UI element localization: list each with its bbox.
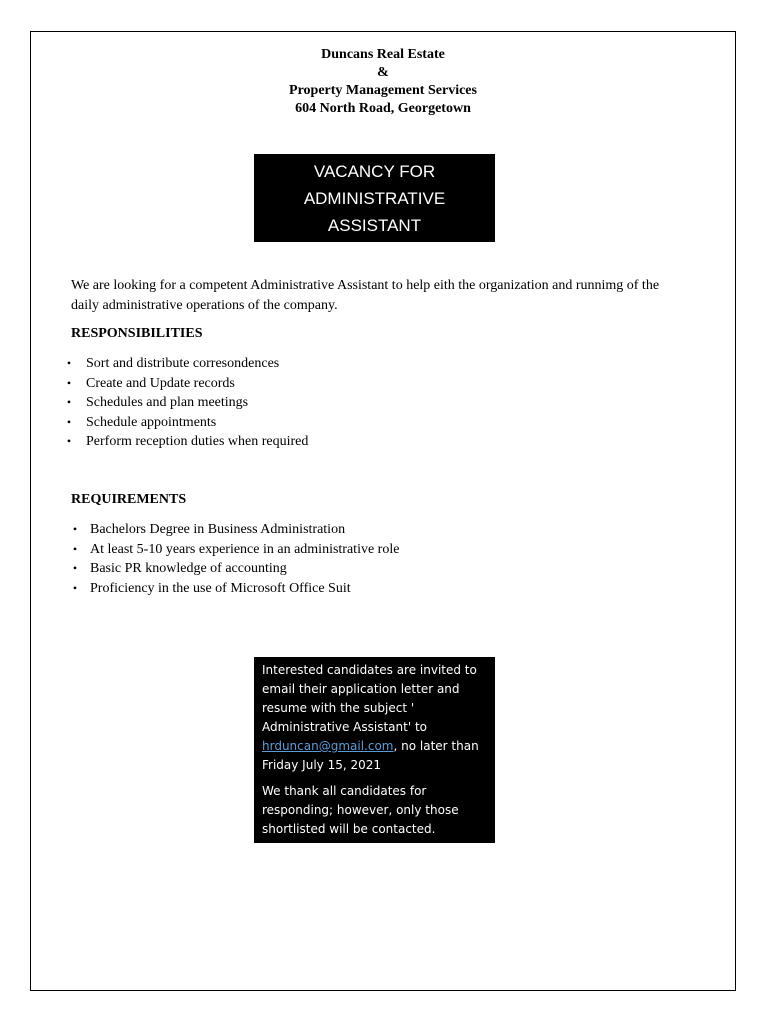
- email-link[interactable]: hrduncan@gmail.com: [262, 739, 394, 753]
- bullet-icon: •: [66, 395, 72, 409]
- vacancy-title-line-2: ADMINISTRATIVE: [303, 189, 446, 208]
- vacancy-title-box: [254, 154, 495, 242]
- list-item: • Perform reception duties when required: [63, 432, 308, 452]
- ampersand: &: [377, 65, 389, 80]
- list-item: • At least 5-10 years experience in an administrative role: [71, 540, 399, 560]
- document-page: [30, 31, 736, 991]
- bullet-icon: •: [72, 580, 78, 595]
- company-services: Property Management Services: [289, 83, 477, 98]
- intro-paragraph: We are looking for a competent Administrative Assistant to help eith the organization and runnimg of the daily administrative operations of the company.: [71, 278, 660, 313]
- company-address: 604 North Road, Georgetown: [295, 101, 471, 116]
- requirements-heading: REQUIREMENTS: [71, 492, 187, 507]
- bullet-icon: •: [66, 375, 72, 390]
- requirements-list: [71, 520, 399, 598]
- bullet-icon: •: [66, 414, 72, 429]
- bullet-icon: •: [66, 434, 72, 448]
- list-item: • Proficiency in the use of Microsoft Office Suit: [71, 579, 399, 599]
- bullet-icon: •: [72, 561, 78, 575]
- company-header: [31, 46, 735, 118]
- responsibilities-heading: RESPONSIBILITIES: [71, 326, 203, 341]
- list-item: • Schedule appointments: [63, 413, 308, 433]
- list-item: • Schedules and plan meetings: [63, 393, 308, 413]
- list-item: • Basic PR knowledge of accounting: [71, 559, 399, 579]
- list-item: • Sort and distribute corresondences: [63, 354, 308, 374]
- responsibilities-list: [63, 354, 308, 452]
- bullet-icon: •: [72, 541, 78, 556]
- company-name: Duncans Real Estate: [321, 47, 445, 62]
- vacancy-title-line-1: VACANCY FOR: [313, 162, 436, 181]
- vacancy-title-line-3: ASSISTANT: [327, 216, 422, 235]
- bullet-icon: •: [72, 522, 78, 536]
- bullet-icon: •: [66, 356, 72, 370]
- closing-note: We thank all candidates for responding; however, only those shortlisted will be contacted.: [262, 784, 459, 836]
- contact-info-box: [254, 657, 495, 843]
- application-instructions: Interested candidates are invited to email their application letter and resume with the subject ' Administrative Assistant' to hrduncan@gmail.com, no later than Friday July 15, 2021: [262, 663, 479, 772]
- list-item: • Create and Update records: [63, 374, 308, 394]
- list-item: • Bachelors Degree in Business Administration: [71, 520, 399, 540]
